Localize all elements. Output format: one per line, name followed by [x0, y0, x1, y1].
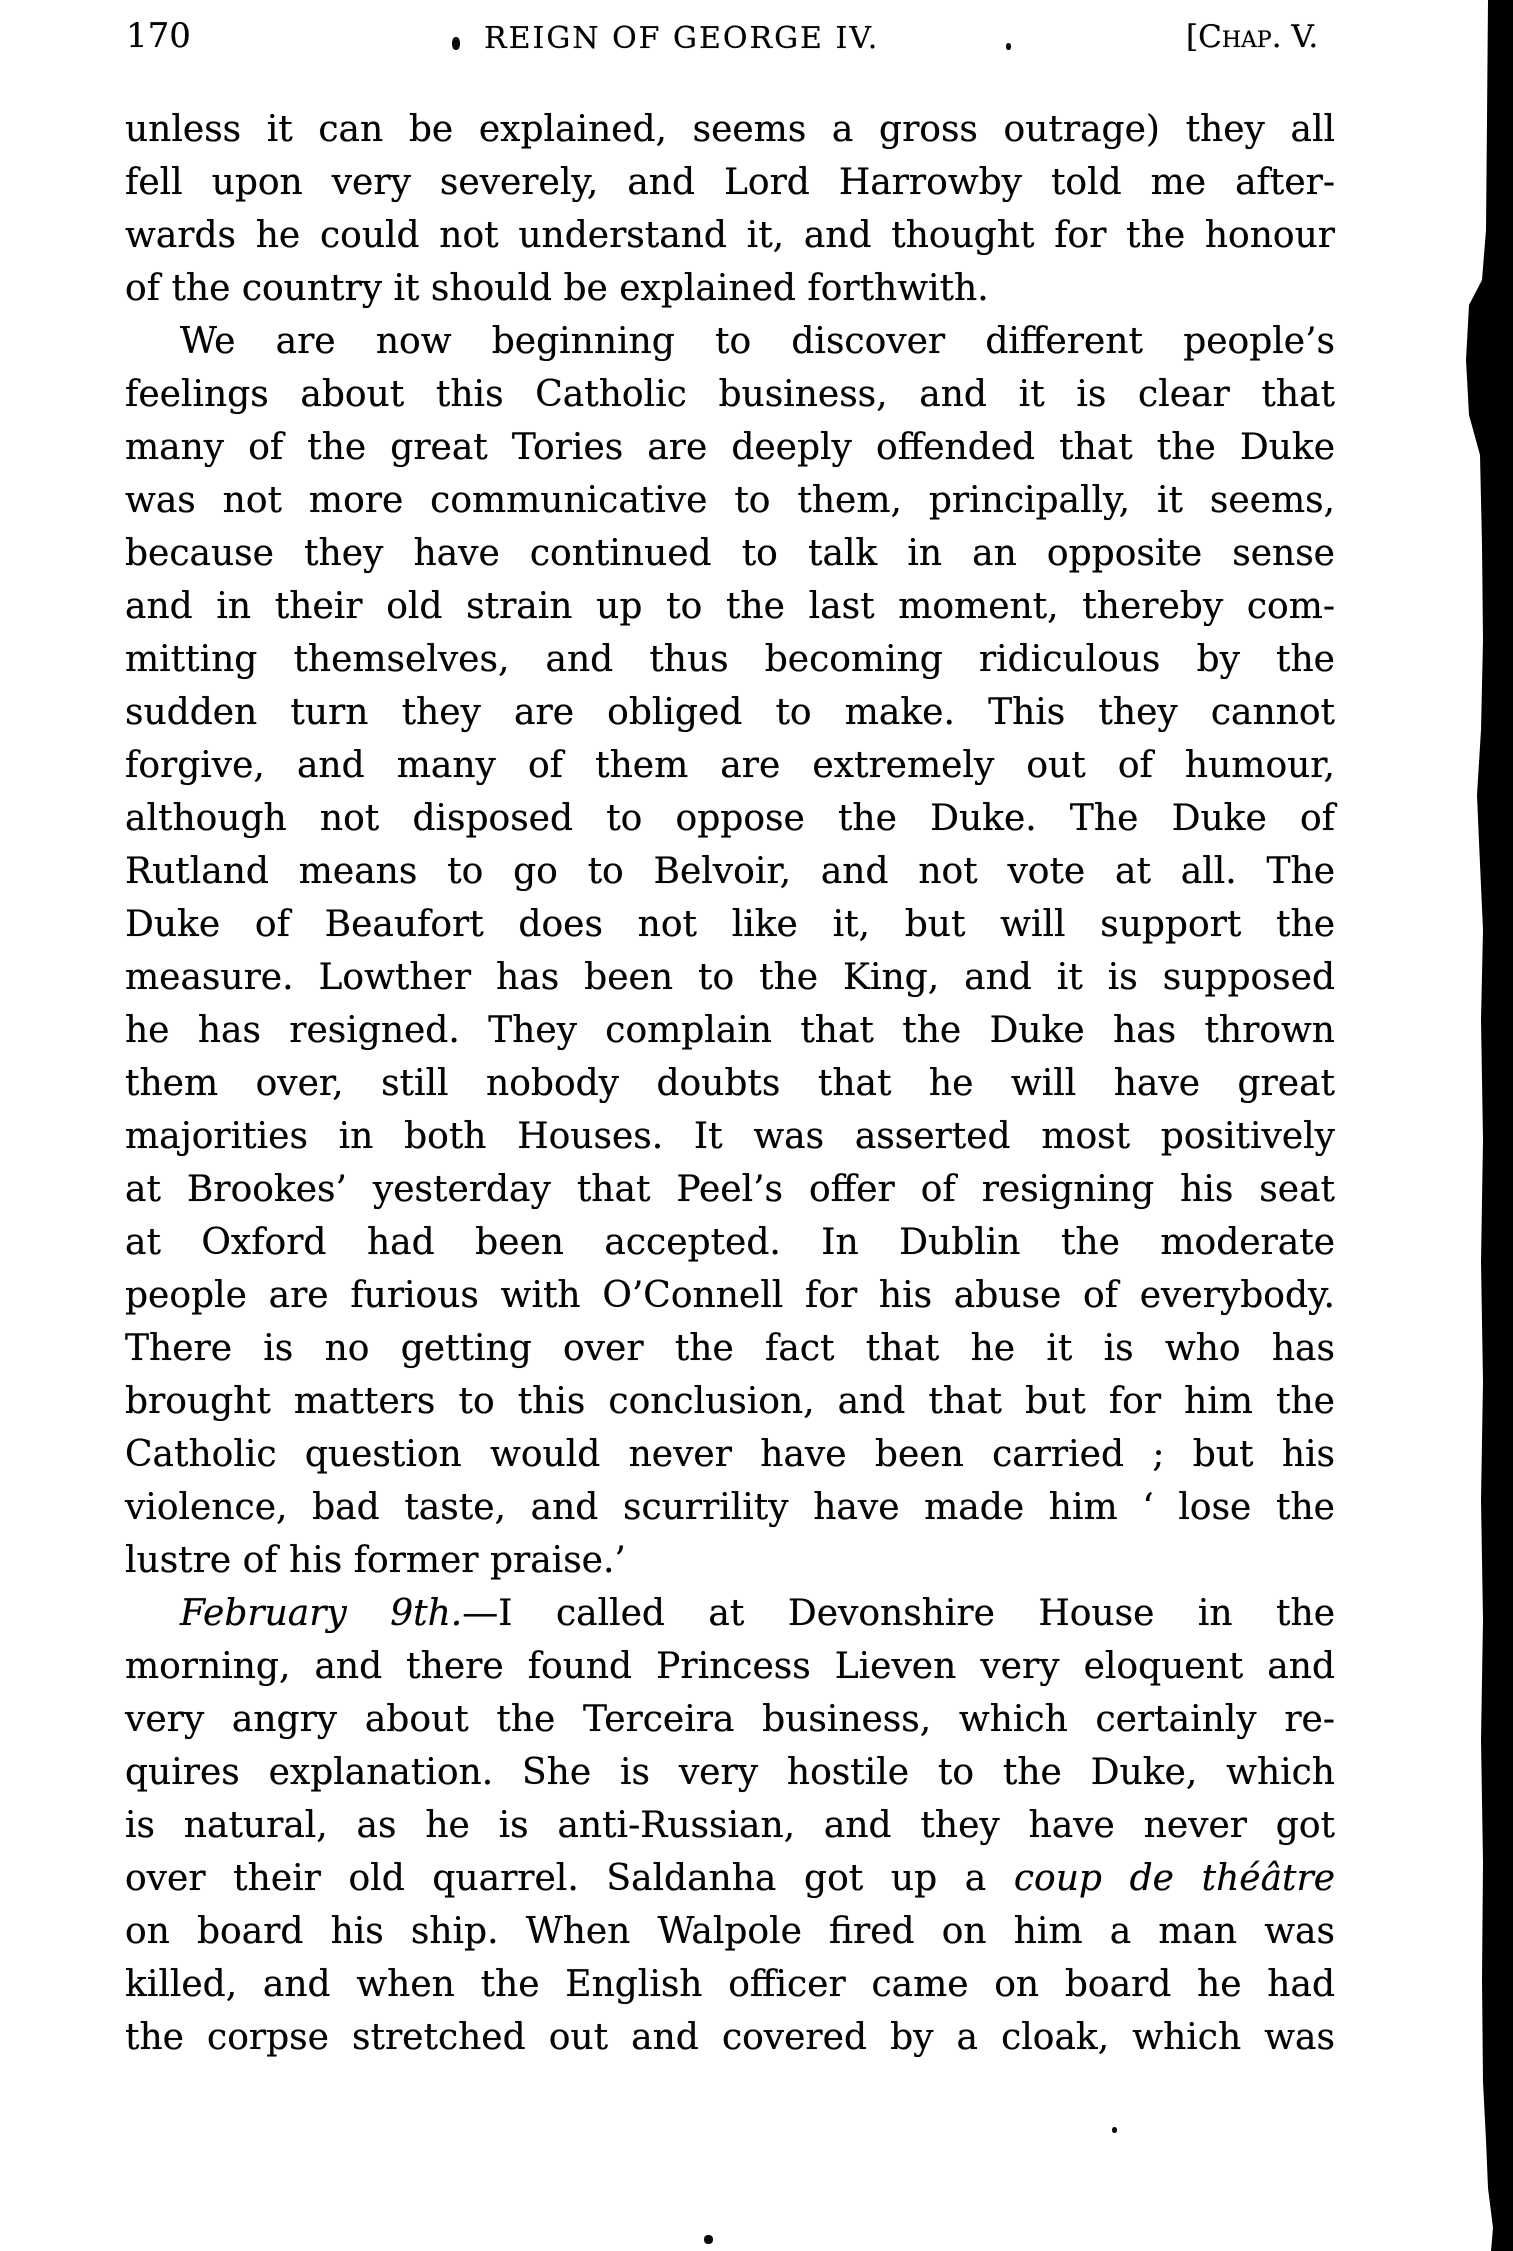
- text-segment: unless it can be explained, seems a gross outrage) they all: [125, 109, 1335, 150]
- ink-speck: [704, 2235, 713, 2244]
- text-segment: because they have continued to talk in an opposite sense: [125, 533, 1335, 574]
- text-line: [125, 898, 1335, 951]
- text-segment: on board his ship. When Walpole fired on him a man was: [125, 1911, 1335, 1952]
- text-line: [125, 421, 1335, 474]
- text-segment: of the country it should be explained forthwith.: [125, 268, 989, 309]
- text-line: [125, 1375, 1335, 1428]
- text-segment: over their old quarrel. Saldanha got up a: [125, 1858, 1014, 1899]
- text-segment: was not more communicative to them, principally, it seems,: [125, 480, 1335, 521]
- ink-speck: [452, 37, 460, 50]
- text-segment: brought matters to this conclusion, and that but for him the: [125, 1381, 1335, 1422]
- text-line: [125, 1110, 1335, 1163]
- page-number: 170: [126, 16, 191, 56]
- text-line: [125, 845, 1335, 898]
- text-segment: feelings about this Catholic business, and it is clear that: [125, 374, 1335, 415]
- text-segment: he has resigned. They complain that the Duke has thrown: [125, 1010, 1335, 1051]
- text-segment: mitting themselves, and thus becoming ridiculous by the: [125, 639, 1335, 680]
- text-line: [125, 1481, 1335, 1534]
- text-line: [125, 686, 1335, 739]
- text-segment: quires explanation. She is very hostile to the Duke, which: [125, 1752, 1335, 1793]
- text-line: [125, 951, 1335, 1004]
- text-segment: measure. Lowther has been to the King, and it is supposed: [125, 957, 1335, 998]
- text-line: [125, 315, 1335, 368]
- text-segment: and in their old strain up to the last moment, thereby com-: [125, 586, 1335, 627]
- text-line: [125, 1799, 1335, 1852]
- text-line: [125, 1958, 1335, 2011]
- text-segment: many of the great Tories are deeply offended that the Duke: [125, 427, 1335, 468]
- text-line: [125, 1216, 1335, 1269]
- text-line: [125, 580, 1335, 633]
- text-line: [125, 1852, 1335, 1905]
- text-line: [125, 739, 1335, 792]
- text-segment: There is no getting over the fact that he it is who has: [125, 1328, 1335, 1369]
- text-line: [125, 792, 1335, 845]
- text-segment: forgive, and many of them are extremely out of humour,: [125, 745, 1335, 786]
- ink-speck: [1112, 2127, 1117, 2133]
- text-segment: them over, still nobody doubts that he will have great: [125, 1063, 1335, 1104]
- text-line: [125, 527, 1335, 580]
- text-line: [125, 1322, 1335, 1375]
- text-segment: killed, and when the English officer came on board he had: [125, 1964, 1335, 2005]
- text-segment: morning, and there found Princess Lieven very eloquent and: [125, 1646, 1335, 1687]
- text-line: [125, 1163, 1335, 1216]
- text-line: [125, 1534, 1335, 1587]
- text-line: [125, 1587, 1335, 1640]
- text-line: [125, 1693, 1335, 1746]
- text-line: [125, 156, 1335, 209]
- scan-edge-artifact: [1460, 0, 1513, 2251]
- text-segment: sudden turn they are obliged to make. This they cannot: [125, 692, 1335, 733]
- text-segment: people are furious with O’Connell for his abuse of everybody.: [125, 1275, 1335, 1316]
- text-segment: although not disposed to oppose the Duke. The Duke of: [125, 798, 1335, 839]
- text-line: [125, 1057, 1335, 1110]
- text-line: [125, 1004, 1335, 1057]
- italic-text-segment: coup de théâtre: [1013, 1858, 1336, 1899]
- text-line: [125, 1640, 1335, 1693]
- text-line: [125, 368, 1335, 421]
- text-line: [125, 2011, 1335, 2064]
- text-segment: violence, bad taste, and scurrility have made him ‘ lose the: [125, 1487, 1335, 1528]
- text-segment: Rutland means to go to Belvoir, and not vote at all. The: [125, 851, 1335, 892]
- text-line: [125, 262, 1335, 315]
- text-segment: lustre of his former praise.’: [125, 1540, 626, 1581]
- text-line: [125, 474, 1335, 527]
- body-text: [125, 103, 1335, 2064]
- text-segment: majorities in both Houses. It was asserted most positively: [125, 1116, 1335, 1157]
- text-segment: Duke of Beaufort does not like it, but will support the: [125, 904, 1335, 945]
- text-segment: —I called at Devonshire House in the: [462, 1593, 1335, 1634]
- text-segment: Catholic question would never have been carried ; but his: [125, 1434, 1335, 1475]
- text-segment: We are now beginning to discover different people’s: [180, 321, 1335, 362]
- italic-text-segment: February 9th.: [180, 1593, 463, 1634]
- text-segment: at Brookes’ yesterday that Peel’s offer of resigning his seat: [125, 1169, 1335, 1210]
- text-segment: at Oxford had been accepted. In Dublin the moderate: [125, 1222, 1335, 1263]
- ink-speck: [1006, 43, 1011, 50]
- text-segment: the corpse stretched out and covered by a cloak, which was: [125, 2017, 1335, 2058]
- text-segment: is natural, as he is anti-Russian, and they have never got: [125, 1805, 1335, 1846]
- text-line: [125, 209, 1335, 262]
- text-segment: wards he could not understand it, and thought for the honour: [125, 215, 1335, 256]
- running-title: REIGN OF GEORGE IV.: [484, 21, 880, 56]
- text-segment: very angry about the Terceira business, which certainly re-: [125, 1699, 1335, 1740]
- text-line: [125, 103, 1335, 156]
- text-segment: fell upon very severely, and Lord Harrowby told me after-: [125, 162, 1335, 203]
- text-line: [125, 1428, 1335, 1481]
- text-line: [125, 1269, 1335, 1322]
- text-line: [125, 1746, 1335, 1799]
- text-line: [125, 633, 1335, 686]
- chapter-label: [Chap. V.: [1186, 19, 1319, 55]
- text-line: [125, 1905, 1335, 1958]
